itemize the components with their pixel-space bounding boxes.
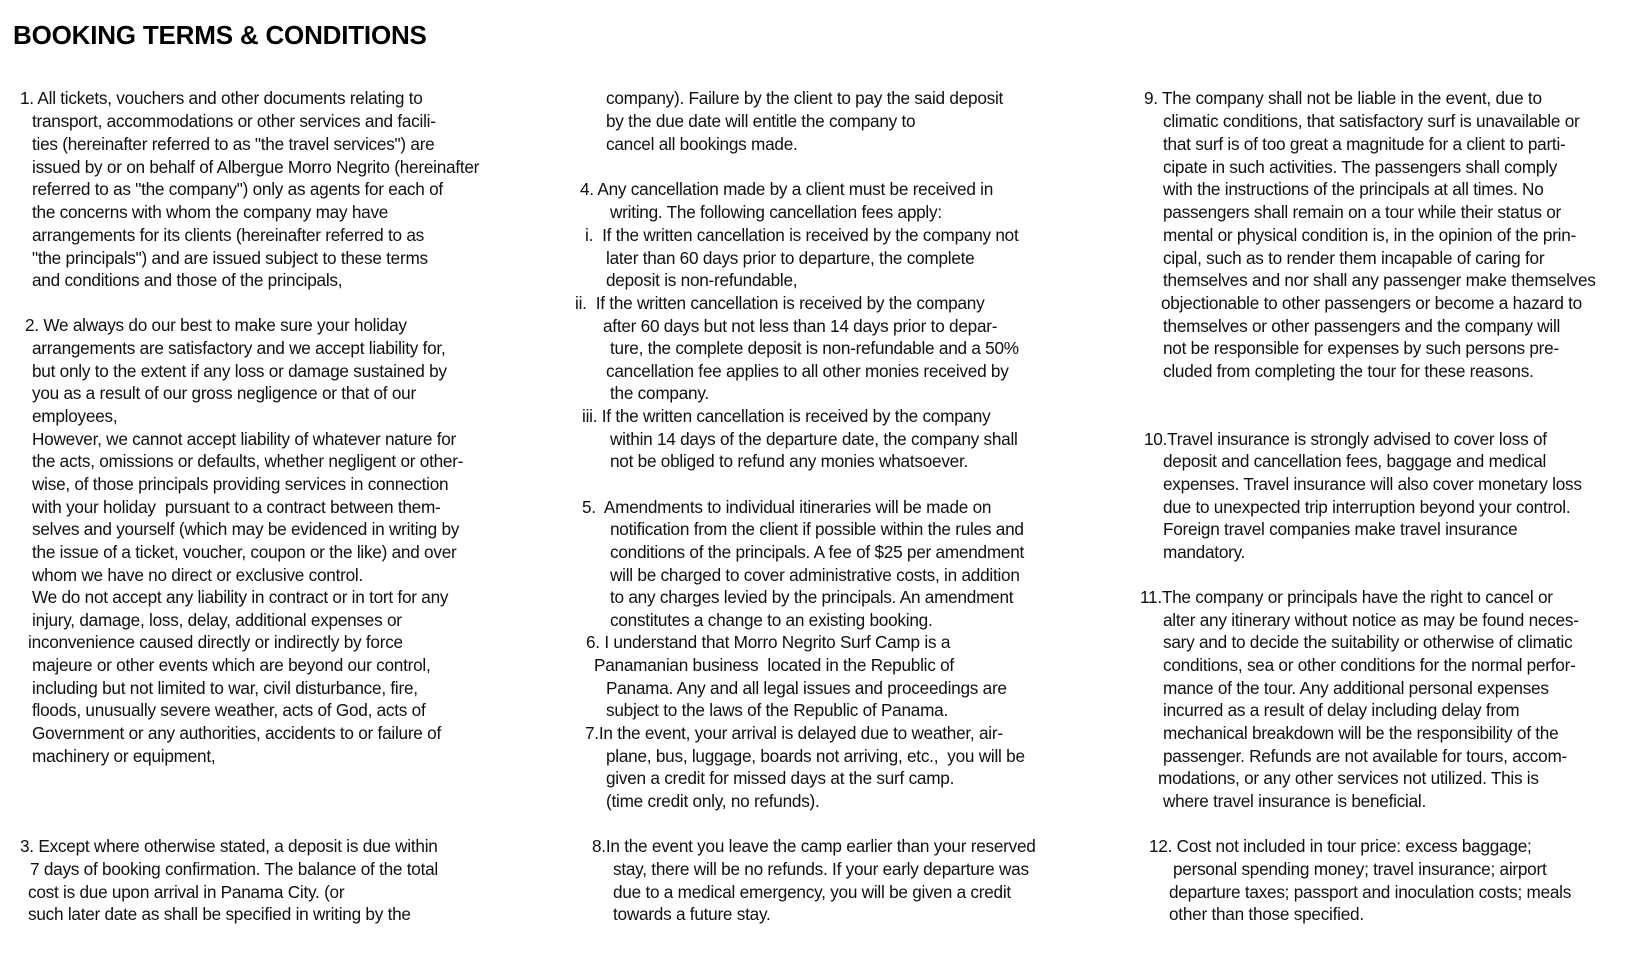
term-line: given a credit for missed days at the surf camp. [606, 768, 955, 788]
term-line: 12. Cost not included in tour price: excess baggage; [1149, 836, 1532, 856]
term-line: cipal, such as to render them incapable of caring for [1163, 248, 1545, 268]
term-line: by the due date will entitle the company to [606, 111, 916, 131]
term-line: passenger. Refunds are not available for tours, accom- [1163, 746, 1568, 766]
term-line: 9. The company shall not be liable in the event, due to [1144, 88, 1542, 108]
term-line: including but not limited to war, civil disturbance, fire, [32, 678, 418, 698]
term-line: subject to the laws of the Republic of Panama. [606, 700, 949, 720]
term-line: within 14 days of the departure date, the company shall [610, 429, 1018, 449]
term-line: 7.In the event, your arrival is delayed due to weather, air- [585, 723, 1003, 743]
term-line: incurred as a result of delay including delay from [1163, 700, 1520, 720]
term-line: 7 days of booking confirmation. The balance of the total [30, 859, 438, 879]
term-line: departure taxes; passport and inoculation costs; meals [1169, 882, 1572, 902]
term-line: objectionable to other passengers or become a hazard to [1161, 293, 1582, 313]
term-line: However, we cannot accept liability of whatever nature for [32, 429, 457, 449]
term-line: (time credit only, no refunds). [606, 791, 820, 811]
term-line: not be obliged to refund any monies whatsoever. [610, 451, 969, 471]
term-line: plane, bus, luggage, boards not arriving, etc., you will be [606, 746, 1025, 766]
term-line: 2. We always do our best to make sure your holiday [25, 315, 407, 335]
term-line: towards a future stay. [613, 904, 771, 924]
term-line: Panama. Any and all legal issues and proceedings are [606, 678, 1007, 698]
term-line: ii. If the written cancellation is received by the company [575, 293, 985, 313]
term-line: ties (hereinafter referred to as "the travel services") are [32, 134, 435, 154]
term-line: the company. [610, 383, 709, 403]
term-line: conditions of the principals. A fee of $25 per amendment [610, 542, 1025, 562]
term-line: expenses. Travel insurance will also cover monetary loss [1163, 474, 1582, 494]
term-line: mandatory. [1163, 542, 1246, 562]
term-line: that surf is of too great a magnitude for a client to parti- [1163, 134, 1566, 154]
term-line: Government or any authorities, accidents to or failure of [32, 723, 441, 743]
term-line: arrangements are satisfactory and we accept liability for, [32, 338, 446, 358]
term-line: iii. If the written cancellation is received by the company [582, 406, 991, 426]
term-line: stay, there will be no refunds. If your early departure was [613, 859, 1029, 879]
term-line: wise, of those principals providing services in connection [32, 474, 449, 494]
term-line: mance of the tour. Any additional personal expenses [1163, 678, 1549, 698]
term-line: majeure or other events which are beyond our control, [32, 655, 431, 675]
term-line: you as a result of our gross negligence or that of our [32, 383, 416, 403]
term-line: whom we have no direct or exclusive control. [32, 565, 363, 585]
term-line: writing. The following cancellation fees apply: [610, 202, 942, 222]
term-line: floods, unusually severe weather, acts of God, acts of [32, 700, 426, 720]
term-line: injury, damage, loss, delay, additional expenses or [32, 610, 402, 630]
term-line: cancellation fee applies to all other monies received by [606, 361, 1009, 381]
term-line: i. If the written cancellation is received by the company not [585, 225, 1019, 245]
term-line: but only to the extent if any loss or damage sustained by [32, 361, 447, 381]
term-line: such later date as shall be specified in writing by the [28, 904, 411, 924]
term-line: 3. Except where otherwise stated, a deposit is due within [20, 836, 438, 856]
term-line: "the principals") and are issued subject to these terms [32, 248, 428, 268]
term-line: 5. Amendments to individual itineraries will be made on [582, 497, 992, 517]
term-line: later than 60 days prior to departure, the complete [606, 248, 975, 268]
term-line: sary and to decide the suitability or otherwise of climatic [1163, 632, 1573, 652]
term-line: not be responsible for expenses by such persons pre- [1163, 338, 1559, 358]
term-line: machinery or equipment, [32, 746, 216, 766]
term-line: the acts, omissions or defaults, whether negligent or other- [32, 451, 464, 471]
term-line: deposit is non-refundable, [606, 270, 798, 290]
term-line: themselves and nor shall any passenger make themselves [1163, 270, 1596, 290]
term-line: climatic conditions, that satisfactory surf is unavailable or [1163, 111, 1580, 131]
term-line: the issue of a ticket, voucher, coupon or the like) and over [32, 542, 457, 562]
term-line: selves and yourself (which may be evidenced in writing by [32, 519, 460, 539]
term-line: Panamanian business located in the Republic of [594, 655, 954, 675]
term-line: employees, [32, 406, 118, 426]
term-line: with your holiday pursuant to a contract between them- [32, 497, 441, 517]
term-line: Foreign travel companies make travel insurance [1163, 519, 1518, 539]
term-line: with the instructions of the principals at all times. No [1163, 179, 1544, 199]
term-line: where travel insurance is beneficial. [1163, 791, 1427, 811]
term-line: notification from the client if possible within the rules and [610, 519, 1024, 539]
term-line: referred to as "the company") only as agents for each of [32, 179, 443, 199]
term-line: inconvenience caused directly or indirectly by force [28, 632, 403, 652]
term-line: arrangements for its clients (hereinafter referred to as [32, 225, 424, 245]
term-line: mental or physical condition is, in the opinion of the prin- [1163, 225, 1577, 245]
term-line: and conditions and those of the principals, [32, 270, 343, 290]
term-line: modations, or any other services not utilized. This is [1158, 768, 1539, 788]
term-line: ture, the complete deposit is non-refundable and a 50% [610, 338, 1019, 358]
term-line: the concerns with whom the company may have [32, 202, 389, 222]
term-line: 6. I understand that Morro Negrito Surf Camp is a [586, 632, 951, 652]
term-line: transport, accommodations or other services and facili- [32, 111, 436, 131]
term-line: conditions, sea or other conditions for the normal perfor- [1163, 655, 1576, 675]
term-line: after 60 days but not less than 14 days prior to depar- [603, 316, 998, 336]
term-line: due to unexpected trip interruption beyond your control. [1163, 497, 1571, 517]
term-line: cancel all bookings made. [606, 134, 798, 154]
term-line: will be charged to cover administrative costs, in addition [610, 565, 1020, 585]
term-line: deposit and cancellation fees, baggage and medical [1163, 451, 1547, 471]
term-line: company). Failure by the client to pay the said deposit [606, 88, 1004, 108]
term-line: issued by or on behalf of Albergue Morro Negrito (hereinafter [32, 157, 480, 177]
term-line: cipate in such activities. The passengers shall comply [1163, 157, 1558, 177]
term-line: 10.Travel insurance is strongly advised to cover loss of [1144, 429, 1547, 449]
term-line: constitutes a change to an existing booking. [610, 610, 933, 630]
term-line: 8.In the event you leave the camp earlier than your reserved [592, 836, 1036, 856]
term-line: passengers shall remain on a tour while their status or [1163, 202, 1562, 222]
term-line: personal spending money; travel insurance; airport [1173, 859, 1547, 879]
term-line: We do not accept any liability in contract or in tort for any [32, 587, 449, 607]
term-line: mechanical breakdown will be the responsibility of the [1163, 723, 1559, 743]
term-line: 1. All tickets, vouchers and other documents relating to [20, 88, 423, 108]
term-line: cluded from completing the tour for these reasons. [1163, 361, 1534, 381]
term-line: due to a medical emergency, you will be given a credit [613, 882, 1011, 902]
term-line: other than those specified. [1169, 904, 1364, 924]
page-title: BOOKING TERMS & CONDITIONS [13, 20, 427, 50]
term-line: 4. Any cancellation made by a client must be received in [580, 179, 994, 199]
term-line: cost is due upon arrival in Panama City. (or [28, 882, 345, 902]
term-line: 11.The company or principals have the right to cancel or [1140, 587, 1553, 607]
term-line: to any charges levied by the principals. An amendment [610, 587, 1014, 607]
term-line: alter any itinerary without notice as may be found neces- [1163, 610, 1579, 630]
term-line: themselves or other passengers and the company will [1163, 316, 1561, 336]
